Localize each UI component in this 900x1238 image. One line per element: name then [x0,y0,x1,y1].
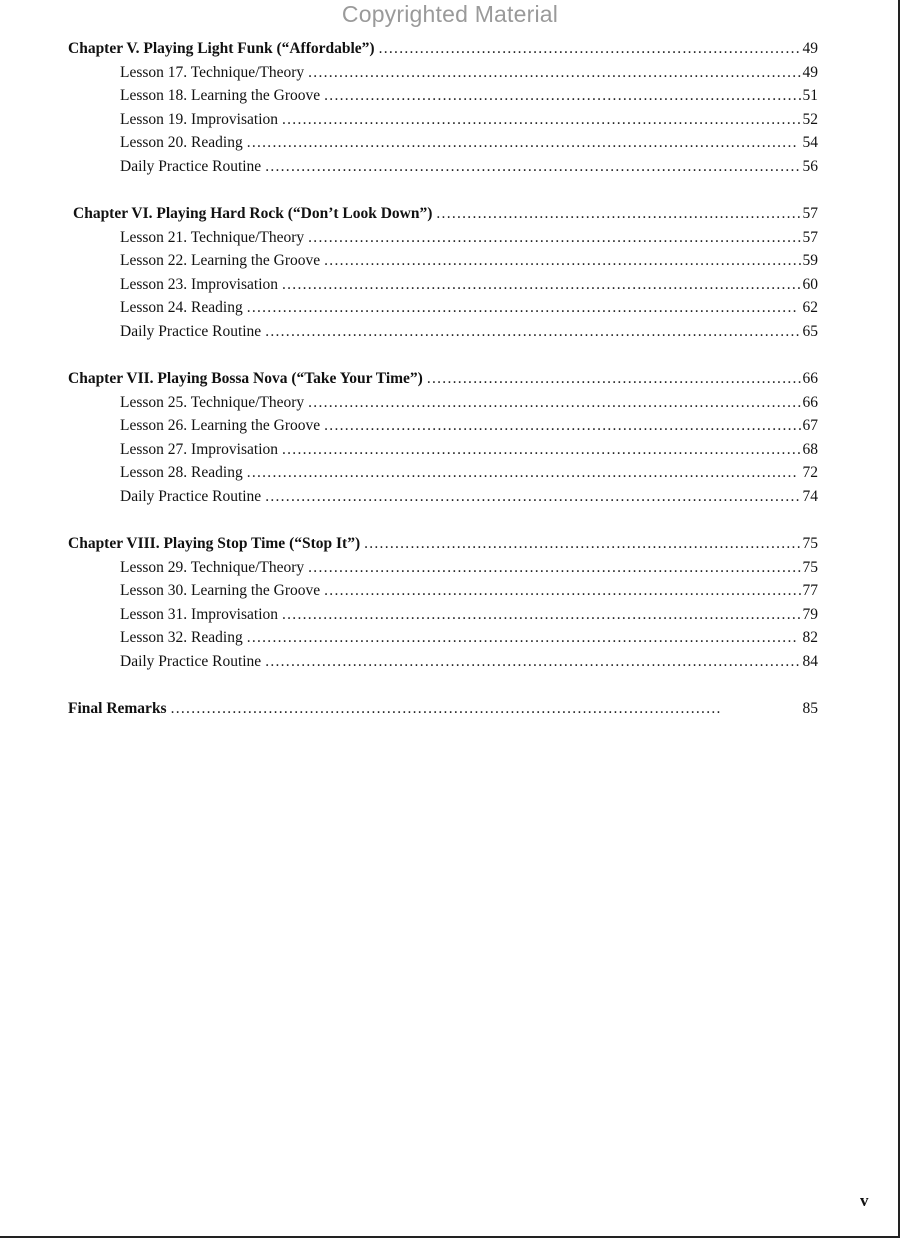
page-number: 67 [802,417,818,434]
chapter-heading[interactable] [68,535,818,559]
lesson-title: Daily Practice Routine [120,322,262,340]
page-number: 57 [802,205,818,222]
page-folio: v [860,1191,869,1210]
toc-entry[interactable] [68,441,818,465]
dot-leader [247,629,801,647]
lesson-title: Lesson 32. Reading [120,629,243,646]
toc-entry[interactable] [68,134,818,158]
dot-leader [324,252,800,270]
chapter-block [68,40,818,181]
lesson-title: Lesson 30. Learning the Groove [120,582,321,599]
toc-entry[interactable] [68,64,818,88]
chapter-title: Chapter VI. Playing Hard Rock (“Don’t Look Down”) [73,205,433,222]
dot-leader [265,488,800,506]
toc-entry[interactable] [68,653,818,677]
chapter-block [68,370,818,511]
toc-entry[interactable] [68,464,818,488]
final-remarks-title: Final Remarks [68,700,167,717]
page-number: 52 [802,110,818,128]
page-number: 75 [802,558,818,576]
toc-entry[interactable] [68,629,818,653]
page-number: 56 [802,157,818,175]
page-number: 57 [802,228,818,246]
toc-entry[interactable] [68,582,818,606]
page-number: 65 [802,322,818,340]
lesson-title: Lesson 20. Reading [120,134,243,151]
dot-leader [308,394,800,412]
page-number: 66 [802,393,818,411]
page-number: 75 [802,535,818,552]
dot-leader [282,606,801,624]
final-remarks-heading[interactable] [68,700,818,724]
page-number: 68 [802,440,818,458]
page-number: 72 [802,464,818,481]
page-number: 85 [802,700,818,717]
lesson-title: Lesson 28. Reading [120,464,243,481]
chapter-title: Chapter V. Playing Light Funk (“Affordable”) [68,40,375,57]
dot-leader [282,441,801,459]
dot-leader [324,87,800,105]
toc-entry[interactable] [68,559,818,583]
page-number: 60 [802,275,818,293]
toc-entry[interactable] [68,323,818,347]
lesson-title: Lesson 31. Improvisation [120,605,278,623]
dot-leader [427,370,801,388]
dot-leader [247,134,801,152]
page-number: 79 [802,605,818,623]
lesson-title: Lesson 24. Reading [120,299,243,316]
final-remarks-block [68,700,818,724]
dot-leader [379,40,801,58]
dot-leader [324,417,800,435]
page-number: 51 [802,87,818,104]
toc-entry[interactable] [68,252,818,276]
toc-entry[interactable] [68,394,818,418]
chapter-title: Chapter VIII. Playing Stop Time (“Stop It”) [68,535,361,552]
lesson-title: Lesson 26. Learning the Groove [120,417,321,434]
dot-leader [265,323,800,341]
table-of-contents [68,40,818,748]
dot-leader [436,205,800,223]
lesson-title: Lesson 27. Improvisation [120,440,278,458]
chapter-heading[interactable] [68,370,818,394]
dot-leader [308,559,800,577]
page-number: 74 [802,487,818,505]
lesson-title: Lesson 29. Technique/Theory [120,558,305,576]
dot-leader [364,535,800,553]
dot-leader [324,582,800,600]
toc-entry[interactable] [68,229,818,253]
toc-entry[interactable] [68,87,818,111]
chapter-block [68,205,818,346]
chapter-block [68,535,818,676]
page-number: 54 [802,134,818,151]
lesson-title: Lesson 17. Technique/Theory [120,63,305,81]
lesson-title: Lesson 19. Improvisation [120,110,278,128]
lesson-title: Lesson 18. Learning the Groove [120,87,321,104]
toc-entry[interactable] [68,299,818,323]
page-number: 59 [802,252,818,269]
dot-leader [308,64,800,82]
dot-leader [265,653,800,671]
chapter-heading[interactable] [68,205,818,229]
dot-leader [247,299,801,317]
dot-leader [308,229,800,247]
lesson-title: Daily Practice Routine [120,157,262,175]
dot-leader [247,464,801,482]
lesson-title: Lesson 25. Technique/Theory [120,393,305,411]
page-number: 49 [802,40,818,57]
page-number: 49 [802,63,818,81]
lesson-title: Lesson 21. Technique/Theory [120,228,305,246]
copyright-watermark: Copyrighted Material [341,1,559,27]
toc-entry[interactable] [68,417,818,441]
toc-entry[interactable] [68,276,818,300]
lesson-title: Lesson 22. Learning the Groove [120,252,321,269]
page-number: 62 [802,299,818,316]
toc-entry[interactable] [68,111,818,135]
dot-leader [265,158,800,176]
page-number: 84 [802,652,818,670]
dot-leader [171,700,801,718]
toc-entry[interactable] [68,606,818,630]
lesson-title: Daily Practice Routine [120,487,262,505]
dot-leader [282,111,801,129]
page-number: 82 [802,629,818,646]
chapter-heading[interactable] [68,40,818,64]
lesson-title: Daily Practice Routine [120,652,262,670]
toc-entry[interactable] [68,158,818,182]
toc-entry[interactable] [68,488,818,512]
dot-leader [282,276,801,294]
lesson-title: Lesson 23. Improvisation [120,275,278,293]
chapter-title: Chapter VII. Playing Bossa Nova (“Take Your Time”) [68,370,423,387]
page-number: 66 [802,370,818,387]
page-number: 77 [802,582,818,599]
